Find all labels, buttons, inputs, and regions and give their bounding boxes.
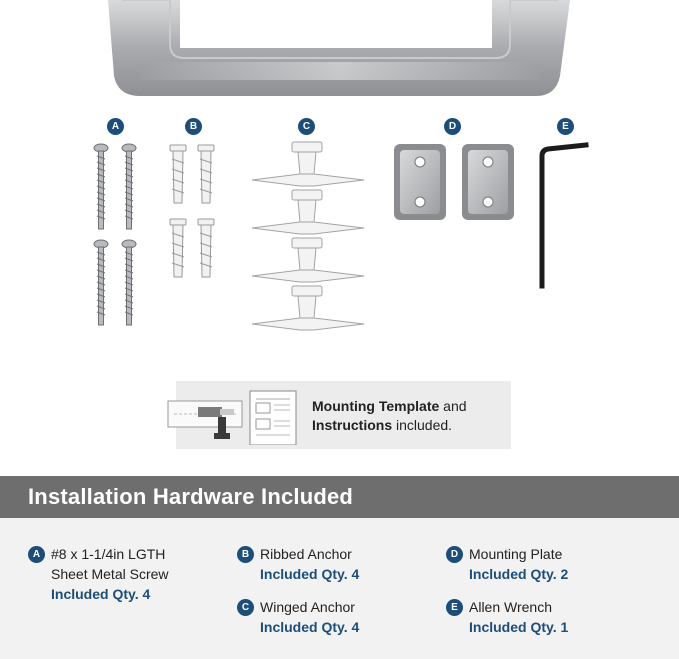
item-a-qty: Included Qty. 4 <box>51 586 151 602</box>
template-info-box <box>176 381 511 449</box>
item-c-badge: C <box>237 599 254 616</box>
screws-image <box>86 140 146 330</box>
template-bold-1: Mounting Template <box>312 398 440 414</box>
template-text <box>312 397 467 435</box>
label-b-badge: B <box>185 118 202 135</box>
item-e-badge: E <box>446 599 463 616</box>
item-a-line2: Sheet Metal Screw <box>51 566 169 582</box>
item-a-badge: A <box>28 546 45 563</box>
label-d-badge: D <box>444 118 461 135</box>
template-bold-2: Instructions <box>312 417 393 433</box>
item-d-qty: Included Qty. 2 <box>469 566 569 582</box>
item-e-qty: Included Qty. 1 <box>469 619 569 635</box>
item-c-qty: Included Qty. 4 <box>260 619 360 635</box>
item-b-qty: Included Qty. 4 <box>260 566 360 582</box>
item-a-line1: #8 x 1-1/4in LGTH <box>51 546 166 562</box>
item-b-badge: B <box>237 546 254 563</box>
ribbed-anchors-image <box>162 143 224 288</box>
mounting-plates-image <box>392 142 520 224</box>
template-text-2: included. <box>392 417 453 433</box>
item-d-badge: D <box>446 546 463 563</box>
allen-wrench-image <box>536 140 596 290</box>
item-e-line1: Allen Wrench <box>469 599 553 615</box>
item-b-line1: Ribbed Anchor <box>260 546 352 562</box>
template-text-1: and <box>439 398 467 414</box>
cabinet-pull-image <box>100 0 580 100</box>
item-c-line1: Winged Anchor <box>260 599 355 615</box>
label-a-badge: A <box>107 118 124 135</box>
drill-template-icon <box>164 387 304 445</box>
item-d-line1: Mounting Plate <box>469 546 563 562</box>
label-c-badge: C <box>298 118 315 135</box>
winged-anchors-image <box>250 140 366 332</box>
panel-title: Installation Hardware Included <box>0 476 679 518</box>
label-e-badge: E <box>557 118 574 135</box>
